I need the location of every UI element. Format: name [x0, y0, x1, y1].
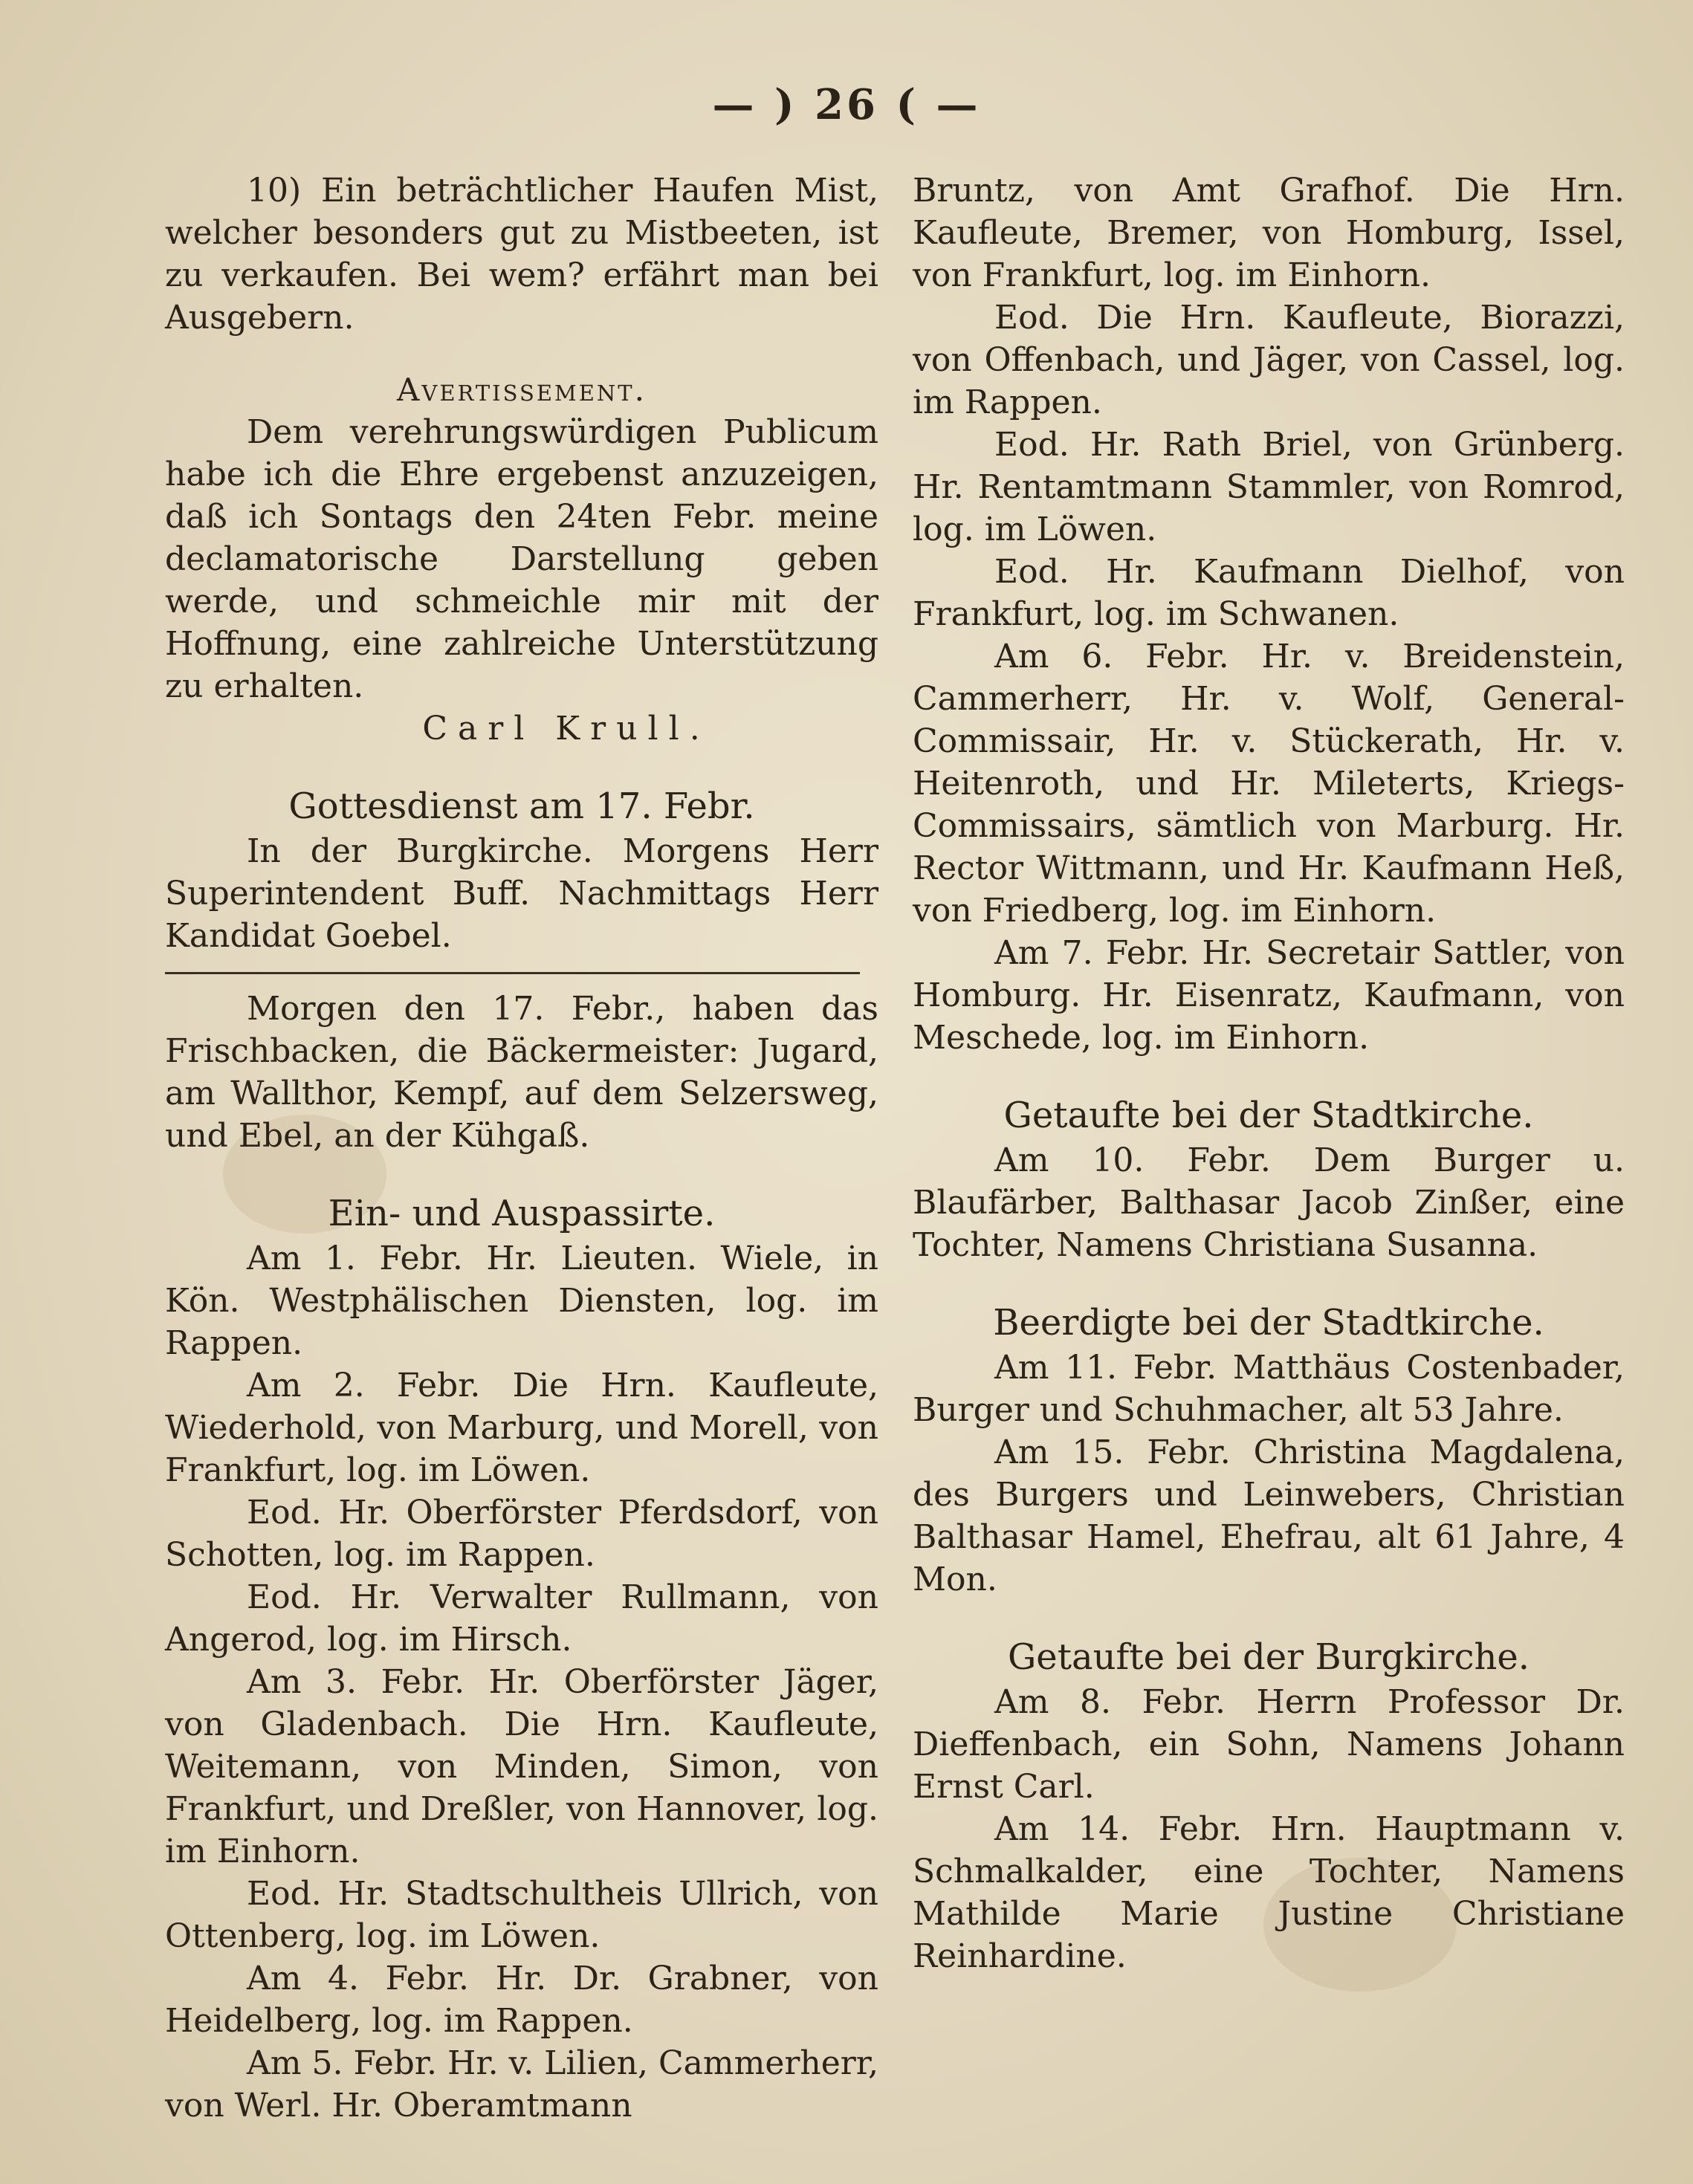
- left-column: [165, 169, 878, 2127]
- beerdigte-entry: Am 11. Febr. Matthäus Costenbader, Burger und Schuhmacher, alt 53 Jahre.: [913, 1349, 1625, 1429]
- avertissement-signature: Carl Krull.: [422, 710, 710, 748]
- passirte-entry: Am 4. Febr. Hr. Dr. Grabner, von Heidelberg, log. im Rappen.: [165, 1960, 878, 2040]
- right-column: [913, 169, 1625, 1977]
- beerdigte-title: Beerdigte bei der Stadtkirche.: [993, 1302, 1544, 1344]
- gottesdienst-title: Gottesdienst am 17. Febr.: [288, 785, 755, 827]
- passirte-entry: Eod. Hr. Verwalter Rullmann, von Angerod, log. im Hirsch.: [165, 1578, 878, 1659]
- divider-rule: [165, 972, 860, 974]
- passirte-entry: Eod. Hr. Rath Briel, von Grünberg. Hr. Rentamtmann Stammler, von Romrod, log. im Löwen.: [913, 426, 1625, 548]
- passirte-entry: Eod. Hr. Stadtschultheis Ullrich, von Ottenberg, log. im Löwen.: [165, 1875, 878, 1955]
- getaufte-stadtkirche-entry: Am 10. Febr. Dem Burger u. Blaufärber, Balthasar Jacob Zinßer, eine Tochter, Namens Christiana Susanna.: [913, 1141, 1625, 1264]
- avertissement-text: Dem verehrungswürdigen Publicum habe ich die Ehre ergebenst anzuzeigen, daß ich Sontags den 24ten Febr. meine declamatorische Darstellung geben werde, und schmeichle mir mit der Hoffnung, eine zahlreiche Unterstützung zu erhalten.: [165, 413, 878, 705]
- passirte-entry: Am 2. Febr. Die Hrn. Kaufleute, Wiederhold, von Marburg, und Morell, von Frankfurt, log. im Löwen.: [165, 1367, 878, 1489]
- passirte-title: Ein- und Auspassirte.: [328, 1193, 716, 1234]
- getaufte-burgkirche-title: Getaufte bei der Burgkirche.: [1007, 1636, 1530, 1678]
- passirte-entry: Bruntz, von Amt Grafhof. Die Hrn. Kaufleute, Bremer, von Homburg, Issel, von Frankfurt, log. im Einhorn.: [913, 172, 1625, 294]
- gottesdienst-text: In der Burgkirche. Morgens Herr Superintendent Buff. Nachmittags Herr Kandidat Goebel.: [165, 832, 878, 955]
- notice-item-10: 10) Ein beträchtlicher Haufen Mist, welcher besonders gut zu Mistbeeten, ist zu verkaufen. Bei wem? erfährt man bei Ausgebern.: [165, 172, 878, 337]
- getaufte-burgkirche-entry: Am 14. Febr. Hrn. Hauptmann v. Schmalkalder, eine Tochter, Namens Mathilde Marie Justine Christiane Reinhardine.: [913, 1810, 1625, 1975]
- passirte-entry: Eod. Hr. Kaufmann Dielhof, von Frankfurt, log. im Schwanen.: [913, 553, 1625, 633]
- passirte-entry: Am 7. Febr. Hr. Secretair Sattler, von Homburg. Hr. Eisenratz, Kaufmann, von Meschede, log. im Einhorn.: [913, 934, 1625, 1057]
- passirte-entry: Eod. Hr. Oberförster Pferdsdorf, von Schotten, log. im Rappen.: [165, 1494, 878, 1574]
- passirte-entry: Am 6. Febr. Hr. v. Breidenstein, Cammerherr, Hr. v. Wolf, General-Commissair, Hr. v. Stückerath, Hr. v. Heitenroth, und Hr. Mileterts, Kriegs-Commissairs, sämtlich von Marburg. Hr. Rector Wittmann, und Hr. Kaufmann Heß, von Friedberg, log. im Einhorn.: [913, 638, 1625, 930]
- passirte-entry: Am 5. Febr. Hr. v. Lilien, Cammerherr, von Werl. Hr. Oberamtmann: [165, 2044, 878, 2125]
- getaufte-burgkirche-entry: Am 8. Febr. Herrn Professor Dr. Dieffenbach, ein Sohn, Namens Johann Ernst Carl.: [913, 1683, 1625, 1806]
- passirte-entry: Am 3. Febr. Hr. Oberförster Jäger, von Gladenbach. Die Hrn. Kaufleute, Weitemann, von Minden, Simon, von Frankfurt, und Dreßler, von Hannover, log. im Einhorn.: [165, 1663, 878, 1870]
- getaufte-stadtkirche-title: Getaufte bei der Stadtkirche.: [1003, 1095, 1534, 1136]
- baecker-notice: Morgen den 17. Febr., haben das Frischbacken, die Bäckermeister: Jugard, am Wallthor, Kempf, auf dem Selzersweg, und Ebel, an der Kühgaß.: [165, 990, 878, 1155]
- beerdigte-entry: Am 15. Febr. Christina Magdalena, des Burgers und Leinwebers, Christian Balthasar Hamel, Ehefrau, alt 61 Jahre, 4 Mon.: [913, 1433, 1625, 1598]
- passirte-entry: Am 1. Febr. Hr. Lieuten. Wiele, in Kön. Westphälischen Diensten, log. im Rappen.: [165, 1240, 878, 1362]
- avertissement-title: Avertissement.: [397, 372, 647, 408]
- page-header: — ) 26 ( —: [712, 80, 981, 129]
- passirte-entry: Eod. Die Hrn. Kaufleute, Biorazzi, von Offenbach, und Jäger, von Cassel, log. im Rappen.: [913, 299, 1625, 421]
